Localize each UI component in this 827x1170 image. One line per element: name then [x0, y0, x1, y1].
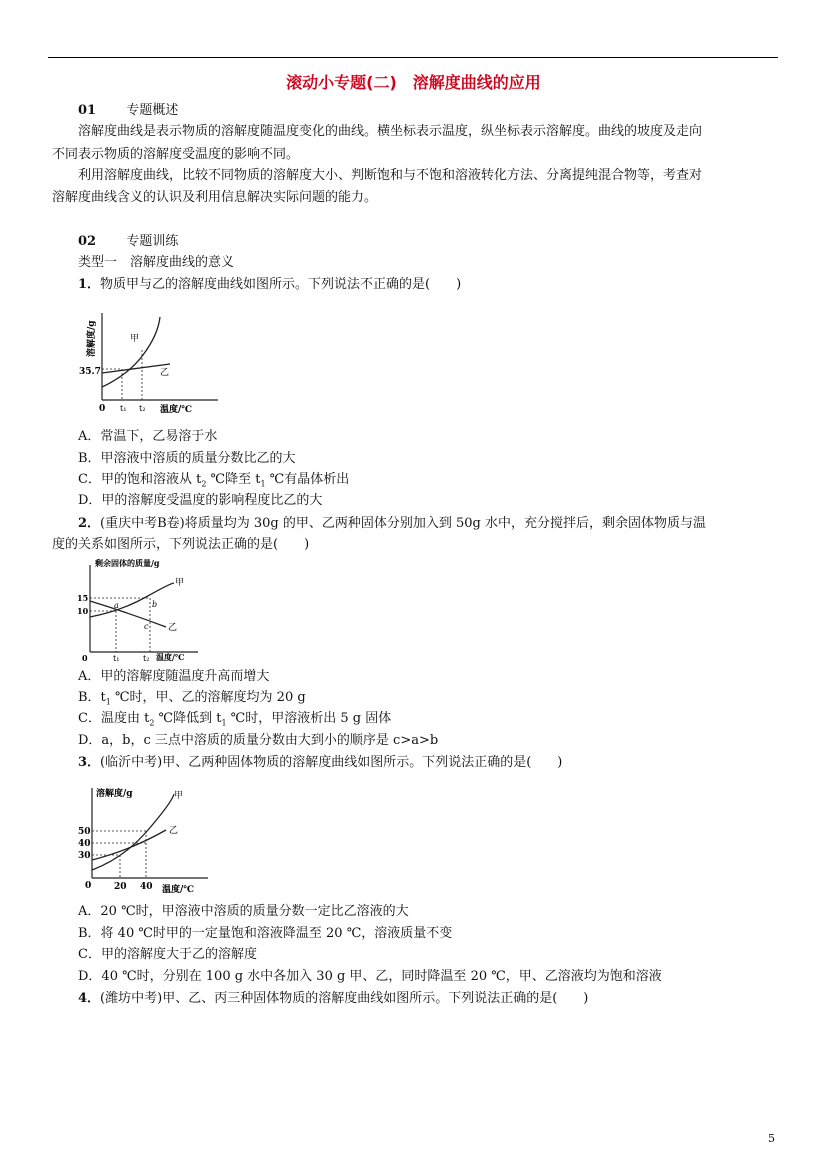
header-rule [48, 57, 778, 58]
section1 [78, 102, 178, 120]
q3-graph [76, 782, 216, 898]
q3-option-a: A．20 ℃时，甲溶液中溶质的质量分数一定比乙溶液的大 [78, 904, 409, 919]
q2-graph [76, 557, 206, 667]
q3-y30: 30 [78, 851, 91, 861]
section2-heading: 专题训练 [126, 234, 179, 249]
type1-heading: 类型一 溶解度曲线的意义 [78, 255, 235, 270]
q2-point-a: a [114, 601, 119, 610]
q1-stem-text: 物质甲与乙的溶解度曲线如图所示。下列说法不正确的是( ) [100, 277, 462, 292]
section1-number: 01 [78, 103, 97, 118]
q3-y40: 40 [78, 839, 91, 849]
q3-label-jia: 甲 [174, 791, 184, 801]
q2-label-jia: 甲 [175, 578, 185, 588]
q3-label-yi: 乙 [169, 826, 179, 836]
q3-option-d: D．40 ℃时，分别在 100 g 水中各加入 30 g 甲、乙，同时降温至 20 ℃，甲、乙溶液均为饱和溶液 [78, 969, 662, 984]
q1-origin: 0 [99, 404, 106, 414]
section2 [78, 233, 178, 251]
q1-y-axis-label: 溶解度/g [87, 320, 97, 357]
q3-x-axis-label: 温度/℃ [162, 885, 195, 895]
q2-t1: t₁ [113, 654, 120, 663]
q2-x-axis-label: 温度/℃ [156, 652, 185, 662]
q3-number: 3． [78, 755, 101, 770]
q1-x-axis-label: 温度/℃ [160, 405, 193, 415]
page-title: 滚动小专题(二) 溶解度曲线的应用 [286, 73, 541, 92]
q2-curve-jia [90, 583, 174, 617]
q1-option-d: D．甲的溶解度受温度的影响程度比乙的大 [78, 493, 323, 508]
q1-label-yi: 乙 [160, 368, 170, 378]
q2-point-c: c [144, 622, 149, 631]
overview-para2-line2: 溶解度曲线含义的认识及利用信息解决实际问题的能力。 [52, 190, 378, 205]
q1-curve-jia [102, 317, 160, 387]
q2-point-b: b [152, 600, 158, 609]
q1-label-jia: 甲 [130, 334, 140, 344]
q2-origin: 0 [82, 653, 88, 663]
q2-t2: t₂ [143, 654, 150, 663]
q2-y15: 15 [77, 593, 89, 603]
q1-graph [78, 305, 228, 417]
q1-stem [78, 276, 461, 294]
q3-y-axis-label: 溶解度/g [96, 789, 133, 799]
q2-y10: 10 [77, 606, 89, 616]
q3-option-b: B．将 40 ℃时甲的一定量饱和溶液降温至 20 ℃，溶液质量不变 [78, 926, 453, 941]
q2-option-d: D．a，b，c 三点中溶质的质量分数由大到小的顺序是 c>a>b [78, 733, 439, 748]
q2-option-c: C．温度由 $t_2$ ℃降低到 $t_1$ ℃时，甲溶液析出 5 g 固体 [78, 711, 392, 728]
q2-label-yi: 乙 [168, 623, 178, 633]
q1-number: 1． [78, 277, 101, 292]
q3-x40: 40 [140, 882, 153, 892]
q2-number: 2． [78, 516, 101, 531]
page-number: 5 [768, 1132, 775, 1145]
overview-para1-line2: 不同表示物质的溶解度受温度的影响不同。 [52, 147, 300, 162]
q3-curve-yi [92, 830, 166, 860]
q4-stem: 4．(潍坊中考)甲、乙、丙三种固体物质的溶解度曲线如图所示。下列说法正确的是( ) [78, 991, 589, 1006]
q2-stem-line2: 度的关系如图所示，下列说法正确的是( ) [52, 537, 310, 552]
overview-para2-line1: 利用溶解度曲线，比较不同物质的溶解度大小、判断饱和与不饱和溶液转化方法、分离提纯混合物等，考查对 [78, 168, 703, 183]
q3-y50: 50 [78, 827, 91, 837]
q1-option-b: B．甲溶液中溶质的质量分数比乙的大 [78, 451, 296, 466]
q1-t1: t₁ [120, 404, 127, 413]
q1-option-c: C．甲的饱和溶液从 $t_2$ ℃降至 $t_1$ ℃有晶体析出 [78, 472, 350, 489]
section1-heading: 专题概述 [126, 103, 179, 118]
overview-para1-line1: 溶解度曲线是表示物质的溶解度随温度变化的曲线。横坐标表示温度，纵坐标表示溶解度。曲线的坡度及走向 [78, 124, 703, 139]
q4-number: 4． [78, 991, 101, 1006]
q2-y-axis-label: 剩余固体的质量/g [95, 558, 160, 568]
q3-option-c: C．甲的溶解度大于乙的溶解度 [78, 947, 257, 962]
q2-stem-line1: 2．(重庆中考B卷)将质量均为 30g 的甲、乙两种固体分别加入到 50g 水中，充分搅拌后，剩余固体物质与温 [78, 516, 707, 531]
q2-option-b: B．$t_1$ ℃时，甲、乙的溶解度均为 20 g [78, 690, 306, 707]
q1-y-value: 35.7 [79, 367, 101, 377]
q3-stem: 3．(临沂中考)甲、乙两种固体物质的溶解度曲线如图所示。下列说法正确的是( ) [78, 755, 563, 770]
q1-option-a: A．常温下，乙易溶于水 [78, 429, 218, 444]
q3-origin: 0 [85, 881, 92, 891]
q2-option-a: A．甲的溶解度随温度升高而增大 [78, 669, 270, 684]
section2-number: 02 [78, 234, 97, 249]
q1-t2: t₂ [139, 404, 146, 413]
q3-x20: 20 [114, 882, 127, 892]
